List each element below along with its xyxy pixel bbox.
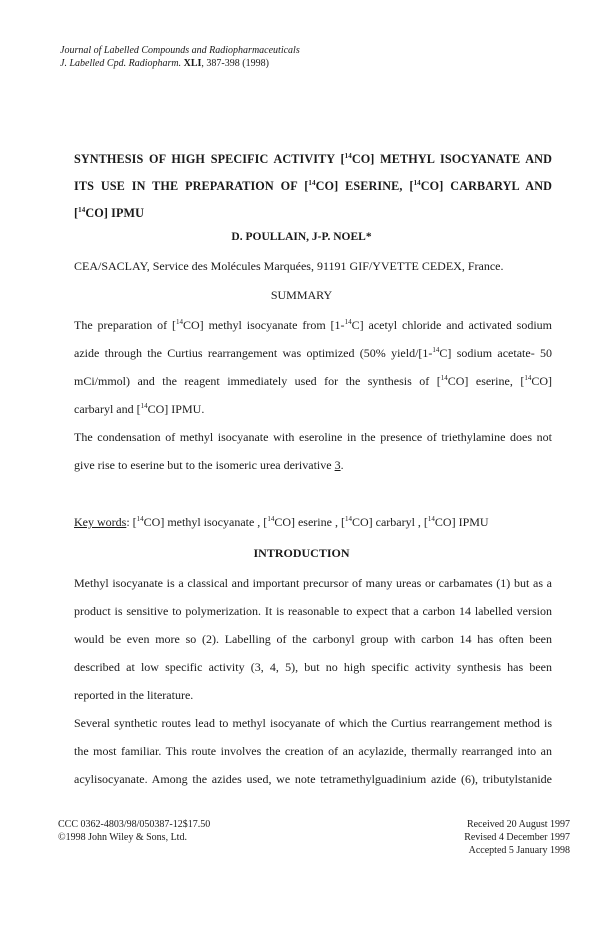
accepted-date: Accepted 5 January 1998 bbox=[468, 845, 570, 856]
journal-name: Journal of Labelled Compounds and Radiopharmaceuticals bbox=[60, 45, 300, 56]
title-line-1: SYNTHESIS OF HIGH SPECIFIC ACTIVITY [$^{14}$CO] METHYL ISOCYANATE AND bbox=[74, 152, 552, 166]
intro-paragraph-1 bbox=[74, 569, 552, 709]
received-date: Received 20 August 1997 bbox=[466, 819, 570, 830]
text-line: carbaryl and [$^{14}$CO] IPMU. bbox=[74, 402, 205, 416]
text-line: The condensation of methyl isocyanate with eseroline in the presence of triethylamine does not bbox=[74, 430, 552, 444]
footer-copyright bbox=[58, 818, 210, 844]
title-line-3: [$^{14}$CO] IPMU bbox=[74, 206, 145, 220]
text-line: mCi/mmol) and the reagent immediately used for the synthesis of [$^{14}$CO] eserine, [$^{14}$CO] bbox=[74, 374, 552, 388]
summary-paragraph-1 bbox=[74, 311, 552, 423]
text-line: The preparation of [$^{14}$CO] methyl isocyanate from [1-$^{14}$C] acetyl chloride and activated sodium bbox=[74, 318, 552, 332]
text-line: the most familiar. This route involves the creation of an acylazide, thermally rearranged into an bbox=[74, 744, 552, 758]
summary-heading: SUMMARY bbox=[270, 288, 333, 302]
text-line: give rise to eserine but to the isomeric urea derivative 3. bbox=[74, 458, 344, 472]
text-line: product is sensitive to polymerization. It is reasonable to expect that a carbon 14 labelled version bbox=[74, 604, 552, 618]
introduction-heading: INTRODUCTION bbox=[253, 546, 350, 560]
text-line: Methyl isocyanate is a classical and important precursor of many ureas or carbamates (1) but as a bbox=[74, 576, 552, 590]
title-line-2: ITS USE IN THE PREPARATION OF [$^{14}$CO] ESERINE, [$^{14}$CO] CARBARYL AND bbox=[74, 179, 552, 193]
journal-citation: J. Labelled Cpd. Radiopharm. XLI, 387-398 (1998) bbox=[60, 58, 269, 69]
text-line: Several synthetic routes lead to methyl isocyanate of which the Curtius rearrangement method is bbox=[74, 716, 552, 730]
authors: D. POULLAIN, J-P. NOEL* bbox=[231, 231, 372, 243]
summary-paragraph-2 bbox=[74, 423, 552, 479]
footer-ccc: CCC 0362-4803/98/050387-12$17.50 bbox=[58, 819, 211, 830]
footer-publisher: ©1998 John Wiley & Sons, Ltd. bbox=[58, 832, 187, 843]
text-line: azide through the Curtius rearrangement was optimized (50% yield/[1-$^{14}$C] sodium acetate- 50 bbox=[74, 346, 553, 360]
keywords: Key words: [$^{14}$CO] methyl isocyanate , [$^{14}$CO] eserine , [$^{14}$CO] carbaryl , [$^{14}$CO] IPMU bbox=[74, 515, 489, 529]
text-line: described at low specific activity (3, 4, 5), but no high specific activity synthesis has been bbox=[74, 660, 552, 674]
text-line: reported in the literature. bbox=[74, 688, 194, 702]
journal-header bbox=[60, 44, 300, 70]
affiliation: CEA/SACLAY, Service des Molécules Marquées, 91191 GIF/YVETTE CEDEX, France. bbox=[74, 259, 504, 273]
keywords-label: Key words bbox=[74, 515, 127, 529]
revised-date: Revised 4 December 1997 bbox=[464, 832, 570, 843]
paper-title bbox=[74, 146, 552, 227]
intro-paragraph-2 bbox=[74, 709, 552, 793]
footer-dates bbox=[440, 818, 570, 857]
text-line: acylisocyanate. Among the azides used, we note tetramethylguadinium azide (6), tributylstanide bbox=[74, 772, 552, 786]
text-line: would be even more so (2). Labelling of the carbonyl group with carbon 14 has often been bbox=[74, 632, 552, 646]
